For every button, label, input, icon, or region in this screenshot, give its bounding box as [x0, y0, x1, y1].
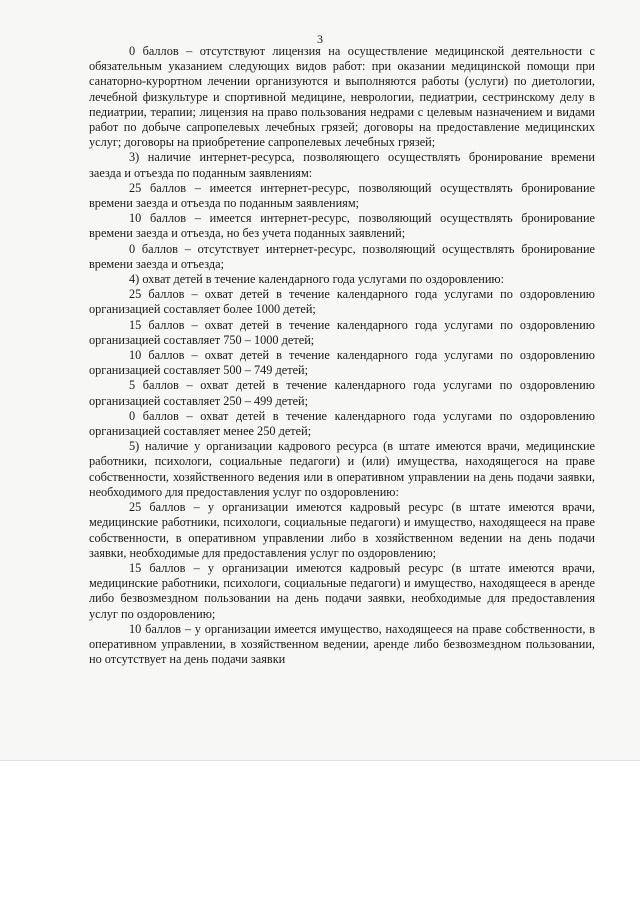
- paragraph: 15 баллов – у организации имеются кадровый ресурс (в штате имеются врачи, медицинские работники, психологи, социальные педагоги) и имущество, находящееся в аренде либо безвозмездном пользовании на день подачи заявки, необходимые для предоставления услуг по оздоровлению;: [89, 560, 595, 621]
- paragraph: 5 баллов – охват детей в течение календарного года услугами по оздоровлению организацией составляет 250 – 499 детей;: [89, 378, 595, 408]
- paragraph: 0 баллов – отсутствует интернет-ресурс, позволяющий осуществлять бронирование времени заезда и отъезда;: [89, 241, 595, 271]
- paragraph: 3) наличие интернет-ресурса, позволяющего осуществлять бронирование времени заезда и отъезда по поданным заявлениям:: [89, 150, 595, 180]
- paragraph: 25 баллов – охват детей в течение календарного года услугами по оздоровлению организацией составляет более 1000 детей;: [89, 287, 595, 317]
- document-body: [89, 44, 595, 667]
- paragraph: 10 баллов – охват детей в течение календарного года услугами по оздоровлению организацией составляет 500 – 749 детей;: [89, 348, 595, 378]
- paragraph: 0 баллов – охват детей в течение календарного года услугами по оздоровлению организацией составляет менее 250 детей;: [89, 408, 595, 439]
- paragraph: 25 баллов – имеется интернет-ресурс, позволяющий осуществлять бронирование времени заезда и отъезда по поданным заявлениям;: [89, 180, 595, 211]
- paragraph: 10 баллов – у организации имеется имущество, находящееся на праве собственности, в оперативном управлении, в хозяйственном ведении, аренде либо безвозмездном пользовании, но отсутствует на день подачи заявки: [89, 621, 595, 667]
- paragraph: 15 баллов – охват детей в течение календарного года услугами по оздоровлению организацией составляет 750 – 1000 детей;: [89, 317, 595, 347]
- page-number: 3: [317, 32, 323, 46]
- paragraph: 4) охват детей в течение календарного года услугами по оздоровлению:: [129, 272, 505, 287]
- paragraph: 5) наличие у организации кадрового ресурса (в штате имеются врачи, медицинские работники, психологи, социальные педагоги) и (или) имущества, находящегося на праве собственности, хозяйственного ведения или в оперативном управлении на день подачи заявки, необходимого для предоставления услуг по оздоровлению:: [89, 439, 595, 499]
- paragraph: 0 баллов – отсутствуют лицензия на осуществление медицинской деятельности с обязательным указанием следующих видов работ: при оказании медицинской помощи при санаторно-курортном лечении организуются и выполняются работы (услуги) по диетологии, лечебной физкультуре и спортивной медицине, неврологии, педиатрии, сестринскому делу в педиатрии, терапии; лицензия на право пользования недрами с целевым назначением и видами работ по добыче сапропелевых лечебных грязей; договоры на предоставление медицинских услуг; договоры на приобретение сапропелевых лечебных грязей;: [89, 44, 595, 150]
- paragraph: 10 баллов – имеется интернет-ресурс, позволяющий осуществлять бронирование времени заезда и отъезда, но без учета поданных заявлений;: [89, 211, 595, 241]
- paragraph: 25 баллов – у организации имеются кадровый ресурс (в штате имеются врачи, медицинские работники, психологи, социальные педагоги) и имущество, находящееся на праве собственности, в оперативном управлении либо в хозяйственном ведении на день подачи заявки, необходимые для предоставления услуг по оздоровлению;: [89, 500, 595, 560]
